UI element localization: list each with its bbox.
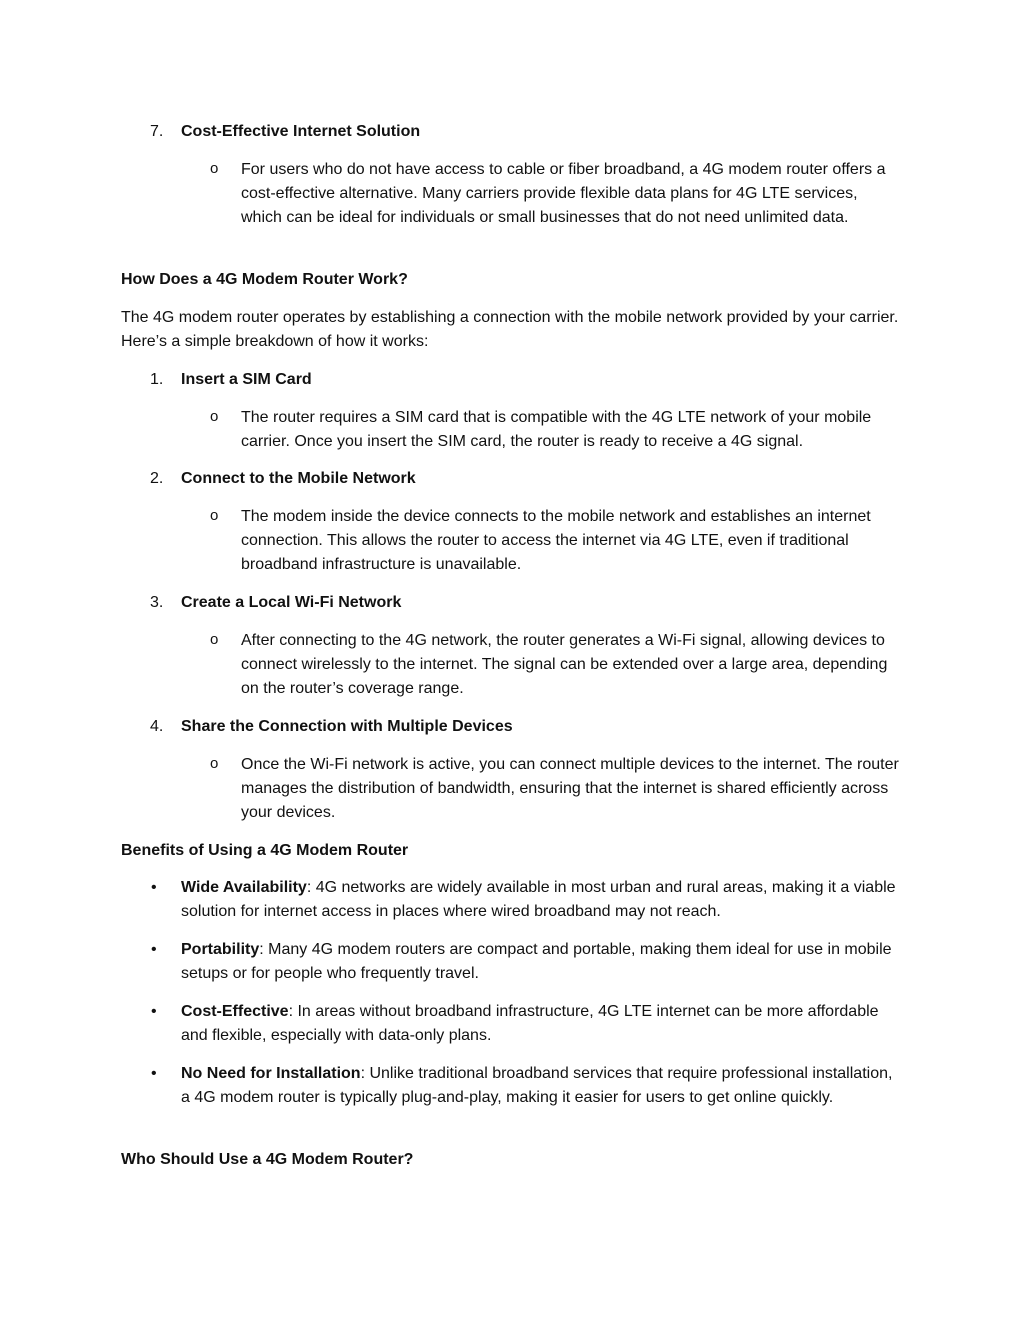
bullet-icon: •	[151, 1003, 157, 1020]
circle-bullet-icon: o	[210, 408, 219, 425]
bullet-icon: •	[151, 941, 157, 958]
section-heading: Benefits of Using a 4G Modem Router	[121, 842, 409, 859]
section-heading: How Does a 4G Modem Router Work?	[121, 271, 408, 288]
benefit-term: No Need for Installation	[181, 1065, 361, 1082]
item-detail: Once the Wi-Fi network is active, you can connect multiple devices to the internet. The router manages the distribution of bandwidth, ensuring that the internet is shared efficiently across your devices.	[241, 756, 899, 821]
benefit-text: : Unlike traditional broadband services that require professional installation, a 4G modem router is typically plug-and-play, making it easier for users to get online quickly.	[181, 1065, 893, 1106]
item-detail: For users who do not have access to cable or fiber broadband, a 4G modem router offers a cost-effective alternative. Many carriers provide flexible data plans for 4G LTE services, which can be ideal for individuals or small businesses that do not need unlimited data.	[241, 161, 886, 226]
item-detail: The modem inside the device connects to the mobile network and establishes an internet connection. This allows the router to access the internet via 4G LTE, even if traditional broadband infrastructure is unavailable.	[241, 508, 871, 573]
circle-bullet-icon: o	[210, 160, 219, 177]
item-title: Create a Local Wi-Fi Network	[181, 594, 402, 611]
item-number: 7.	[150, 123, 164, 140]
bullet-icon: •	[151, 879, 157, 896]
benefit-term: Portability	[181, 941, 260, 958]
circle-bullet-icon: o	[210, 507, 219, 524]
item-number: 2.	[150, 470, 164, 487]
circle-bullet-icon: o	[210, 631, 219, 648]
circle-bullet-icon: o	[210, 755, 219, 772]
benefit-text: : 4G networks are widely available in most urban and rural areas, making it a viable solution for internet access in places where wired broadband may not reach.	[181, 879, 896, 920]
item-title: Connect to the Mobile Network	[181, 470, 416, 487]
bullet-icon: •	[151, 1065, 157, 1082]
item-number: 1.	[150, 371, 164, 388]
item-detail: The router requires a SIM card that is compatible with the 4G LTE network of your mobile carrier. Once you insert the SIM card, the router is ready to receive a 4G signal.	[241, 409, 872, 450]
intro-paragraph: The 4G modem router operates by establishing a connection with the mobile network provided by your carrier. Here’s a simple breakdown of how it works:	[121, 309, 899, 350]
benefit-term: Cost-Effective	[181, 1003, 289, 1020]
item-detail: After connecting to the 4G network, the router generates a Wi-Fi signal, allowing devices to connect wirelessly to the internet. The signal can be extended over a large area, depending on the router’s coverage range.	[241, 632, 888, 697]
benefit-term: Wide Availability	[181, 879, 307, 896]
item-title: Share the Connection with Multiple Devices	[181, 718, 513, 735]
item-number: 3.	[150, 594, 164, 611]
benefit-text: : Many 4G modem routers are compact and portable, making them ideal for use in mobile setups or for people who frequently travel.	[181, 941, 892, 982]
item-number: 4.	[150, 718, 164, 735]
section-heading: Who Should Use a 4G Modem Router?	[121, 1151, 414, 1168]
benefit-text: : In areas without broadband infrastructure, 4G LTE internet can be more affordable and flexible, especially with data-only plans.	[181, 1003, 879, 1044]
item-title: Insert a SIM Card	[181, 371, 312, 388]
item-title: Cost-Effective Internet Solution	[181, 123, 421, 140]
